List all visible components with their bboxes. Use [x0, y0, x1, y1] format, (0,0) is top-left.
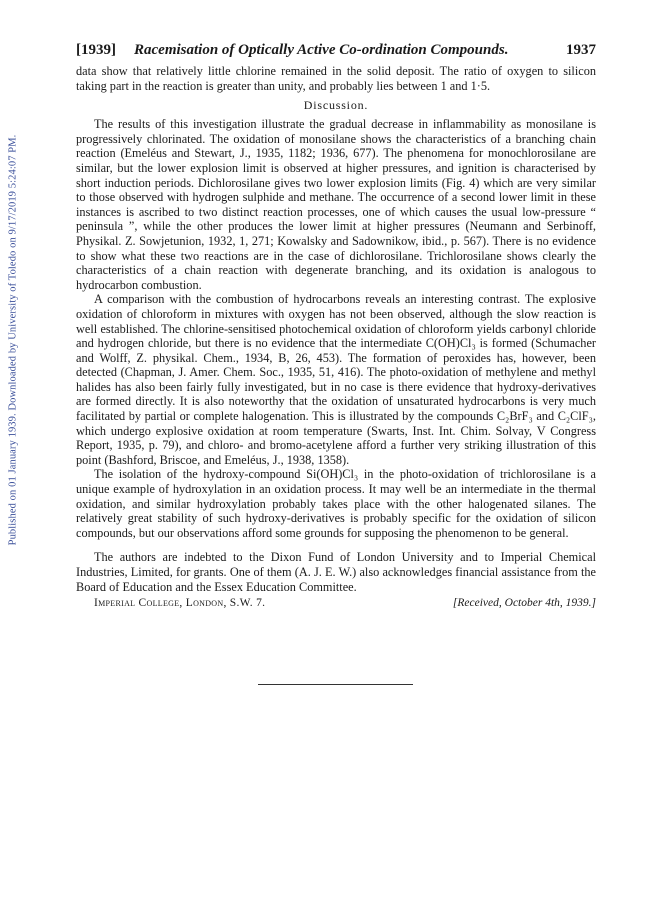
page	[76, 42, 596, 613]
download-notice: Published on 01 January 1939. Downloaded by University of Toledo on 9/17/2019 5:24:07 PM.	[7, 134, 19, 546]
acknowledgement: The authors are indebted to the Dixon Fund of London University and to Imperial Chemical Industries, Limited, for grants. One of them (A. J. E. W.) also acknowledges financial assistance from the Board of Education and the Essex Education Committee.	[76, 550, 596, 594]
paragraph-2: A comparison with the combustion of hydrocarbons reveals an interesting contrast. The explosive oxidation of chloroform in mixtures with oxygen has not been observed, although the slow reaction is well established. The chlorine-sensitised photochemical oxidation of chloroform yields carbonyl chloride and hydrogen chloride, but there is no evidence that the intermediate C(OH)Cl₃ is formed (Schumacher and Wolff, Z. physikal. Chem., 1934, B, 26, 453). The formation of peroxides has, however, been detected (Chapman, J. Amer. Chem. Soc., 1935, 51, 416). The photo-oxidation of methylene and methyl halides has also been fairly fully investigated, but in no case is there evidence that hydroxy-derivatives are formed directly. It is also noteworthy that the oxidation of unsaturated hydrocarbons is very much facilitated by partial or complete halogenation. This is illustrated by the compounds C₂BrF₃ and C₂ClF₃, which undergo explosive oxidation at room temperature (Swarts, Inst. Int. Chim. Solvay, V Congress Report, 1935, p. 79), and chloro- and bromo-acetylene afford a further very striking illustration of this point (Bashford, Briscoe, and Emeléus, J., 1938, 1358).	[76, 292, 596, 467]
side-stamp	[0, 0, 26, 912]
running-header	[76, 42, 596, 64]
footer-line	[76, 597, 596, 613]
page-number: 1937	[566, 42, 596, 58]
section-heading: Discussion.	[303, 98, 369, 113]
paragraph-1: The results of this investigation illustrate the gradual decrease in inflammability as monosilane is progressively chlorinated. The oxidation of monosilane shows the characteristics of a branching chain reaction (Emeléus and Stewart, J., 1935, 1182; 1936, 677). The phenomena for monochlorosilane are similar, but the lower explosion limit is observed at higher pressures, and ignition is characterised by short induction periods. Dichlorosilane gives two lower explosion limits (Fig. 4) which are very similar to those observed with hydrogen sulphide and methane. The occurrence of a second lower limit in these instances is ascribed to two distinct reaction processes, one of which causes the usual low-pressure “ peninsula ”, while the other produces the lower limit at higher pressures (Neumann and Serbinoff, Physikal. Z. Sowjetunion, 1932, 1, 271; Kowalsky and Sadownikow, ibid., p. 567). There is no evidence to show what these two reactions are in the case of dichlorosilane. Trichlorosilane shows clearly the characteristics of a chain reaction with degenerate branching, and its oxidation is analogous to hydrocarbon combustion.	[76, 117, 596, 292]
paragraph-3: The isolation of the hydroxy-compound Si(OH)Cl₃ in the photo-oxidation of trichlorosilane is a unique example of hydroxylation in an oxidation process. It may well be an intermediate in the thermal oxidation, and similar hydroxylation probably takes place with the other halogenated silanes. The relatively great stability of such hydroxy-derivatives is probably specific for the oxidation of silicon compounds, but our observations afford some grounds for supposing the phenomenon to be general.	[76, 467, 596, 540]
header-title: Racemisation of Optically Active Co-ordination Compounds.	[134, 42, 509, 58]
intro-paragraph: data show that relatively little chlorine remained in the solid deposit. The ratio of oxygen to silicon taking part in the reaction is greater than unity, and probably lies between 1 and 1·5.	[76, 64, 596, 93]
end-rule	[258, 684, 413, 685]
header-year: [1939]	[76, 42, 116, 58]
affiliation: Imperial College, London, S.W. 7.	[94, 597, 266, 610]
received-date: [Received, October 4th, 1939.]	[452, 597, 596, 610]
